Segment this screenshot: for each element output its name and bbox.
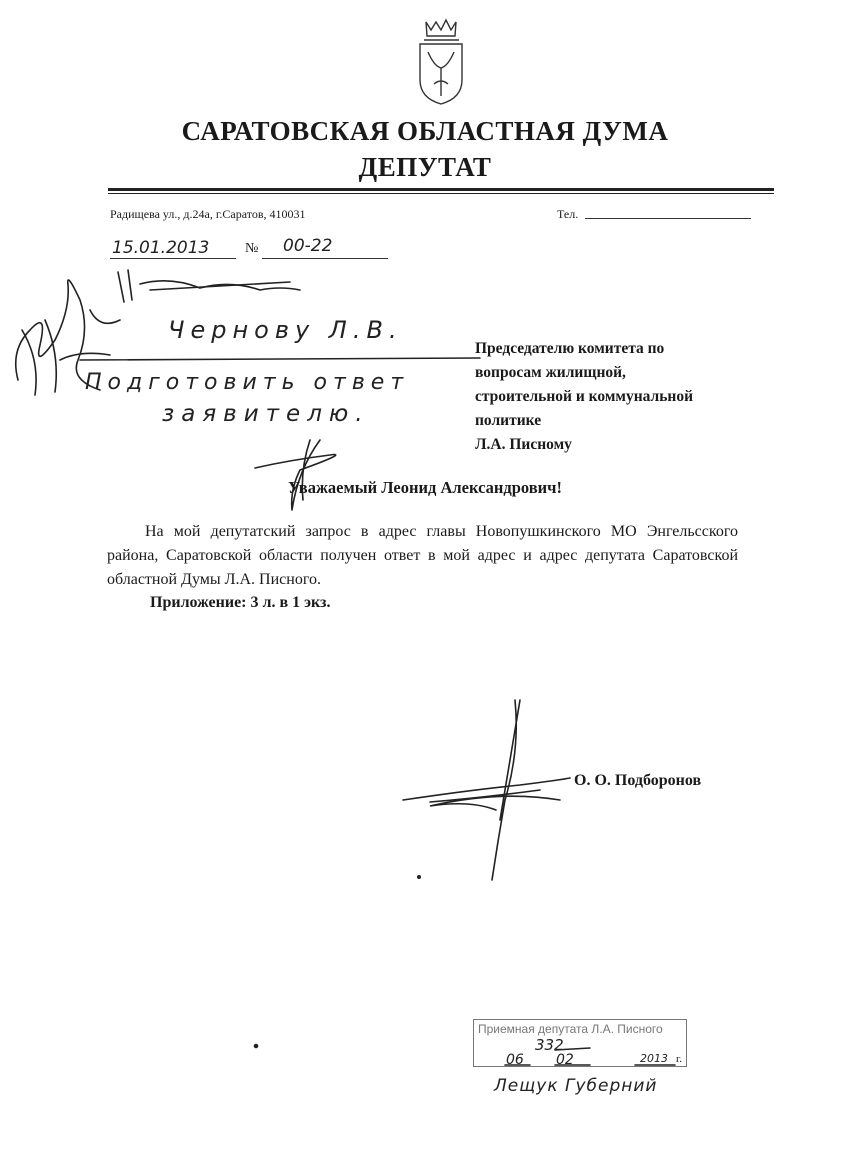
phone-label: Тел. [557, 207, 579, 221]
addressee-block [475, 337, 693, 457]
stamp-number: 332 [535, 1036, 564, 1054]
organization-name: САРАТОВСКАЯ ОБЛАСТНАЯ ДУМА [181, 116, 669, 146]
stamp-year: 2013 [640, 1052, 668, 1065]
handwritten-reg-number: 00-22 [283, 236, 333, 256]
attachment-note: Приложение: 3 л. в 1 экз. [150, 594, 331, 611]
stamp-day: 06 [506, 1052, 524, 1068]
header-divider [108, 188, 774, 191]
postal-address: Радищева ул., д.24а, г.Саратов, 410031 [110, 207, 306, 221]
stamp-handwritten-note: Лещук Губерний [494, 1076, 658, 1096]
greeting: Уважаемый Леонид Александрович! [288, 478, 562, 497]
signer-name: О. О. Подборонов [574, 772, 702, 789]
resolution-recipient: Чернову Л.В. [168, 316, 403, 344]
author-role: ДЕПУТАТ [358, 152, 492, 182]
number-field-line [262, 258, 388, 259]
stamp-month: 02 [556, 1052, 574, 1068]
letter-body [107, 520, 738, 592]
addressee-line: Председателю комитета по [475, 340, 665, 357]
number-sign: № [245, 241, 259, 256]
addressee-line: вопросам жилищной, [475, 364, 626, 381]
date-field-line [110, 258, 236, 259]
letter-paragraph: На мой депутатский запрос в адрес главы Новопушкинского МО Энгельсского района, Саратовской области получен ответ в мой адрес и адрес депутата Саратовской областной Думы Л.А. Писного. [107, 523, 738, 588]
stamp-title: Приемная депутата Л.А. Писного [478, 1022, 663, 1036]
handwritten-date: 15.01.2013 [112, 238, 210, 258]
addressee-line: политике [475, 412, 542, 429]
resolution-instruction: Подготовить ответ [85, 370, 410, 395]
addressee-line: строительной и коммунальной [475, 388, 694, 405]
stamp-year-suffix: г. [676, 1053, 683, 1065]
phone-field-line [585, 218, 751, 219]
resolution-instruction-cont: заявителю. [162, 401, 370, 427]
header-divider-thin [108, 193, 774, 194]
addressee-name: Л.А. Писному [475, 436, 572, 453]
